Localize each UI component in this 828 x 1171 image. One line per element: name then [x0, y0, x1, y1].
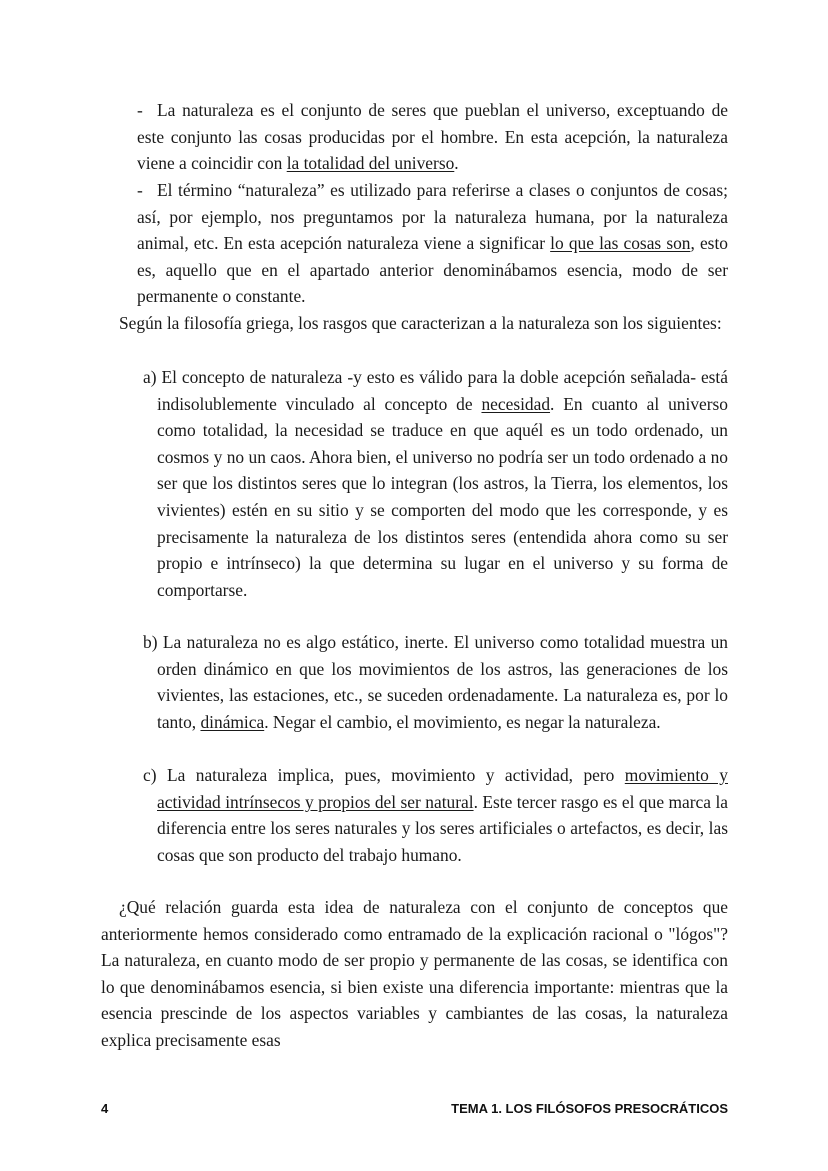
- underlined-term: la totalidad del universo: [286, 153, 455, 174]
- page-number: 4: [101, 1101, 109, 1116]
- bullet-marker: -: [137, 100, 143, 120]
- list-marker: b): [143, 632, 158, 652]
- closing-paragraph: ¿Qué relación guarda esta idea de naturaleza con el conjunto de conceptos que anteriormente hemos considerado como entramado de la explicación racional o "lógos"? La naturaleza, en cuanto modo de ser propio y permanente de las cosas, se identifica con lo que denominábamos esencia, si bien existe una diferencia importante: mientras que la esencia prescinde de los aspectos variables y cambiantes de las cosas, la naturaleza explica precisamente esas: [101, 897, 728, 1050]
- intro-paragraph: Según la filosofía griega, los rasgos que caracterizan a la naturaleza son los siguientes:: [119, 313, 722, 333]
- underlined-term: movimiento y actividad intrínsecos y propios del ser natural: [157, 765, 728, 812]
- chapter-title: TEMA 1. LOS FILÓSOFOS PRESOCRÁTICOS: [451, 1101, 728, 1116]
- bullet-text-end: .: [454, 153, 459, 174]
- list-text: La naturaleza no es algo estático, inerte. El universo como totalidad muestra un orden dinámico en que los movimientos de los astros, las generaciones de los vivientes, las estaciones, etc., se suceden ordenadamente. La naturaleza es, por lo tanto,: [157, 632, 728, 732]
- list-text-end: . Negar el cambio, el movimiento, es negar la naturaleza.: [264, 711, 661, 732]
- list-text-end: . Este tercer rasgo es el que marca la diferencia entre los seres naturales y los seres artificiales o artefactos, es decir, las cosas que son producto del trabajo humano.: [157, 791, 728, 865]
- list-marker: c): [143, 765, 157, 785]
- underlined-term: lo que las cosas son: [550, 233, 691, 254]
- list-item-c: [143, 762, 728, 868]
- bullet-text-end: , esto es, aquello que en el apartado anterior denominábamos esencia, modo de ser permanente o constante.: [137, 233, 728, 307]
- list-text-end: . En cuanto al universo como totalidad, la necesidad se traduce en que aquél es un todo ordenado, un cosmos y no un caos. Ahora bien, el universo no podría ser un todo ordenado a no ser que los distintos seres que lo integran (los astros, la Tierra, los elementos, los vivientes) estén en su sitio y se comporten del modo que les corresponde, y es precisamente la naturaleza de los distintos seres (entendida ahora como su ser propio e intrínseco) la que determina su lugar en el universo y su forma de comportarse.: [157, 393, 728, 600]
- bullet-item: [137, 177, 728, 310]
- underlined-term: dinámica: [200, 711, 265, 732]
- bullet-item: [137, 97, 728, 177]
- list-text: La naturaleza implica, pues, movimiento y actividad, pero: [166, 765, 625, 785]
- bullet-marker: -: [137, 180, 143, 200]
- list-item-b: [143, 629, 728, 735]
- list-item-a: [143, 364, 728, 603]
- list-text: El concepto de naturaleza -y esto es válido para la doble acepción señalada- está indisolublemente vinculado al concepto de: [157, 367, 728, 414]
- bullet-text: El término “naturaleza” es utilizado para referirse a clases o conjuntos de cosas; así, por ejemplo, nos preguntamos por la naturaleza humana, por la naturaleza animal, etc. En esta acepción naturaleza viene a significar: [137, 180, 728, 254]
- bullet-text: La naturaleza es el conjunto de seres que pueblan el universo, exceptuando de este conjunto las cosas producidas por el hombre. En esta acepción, la naturaleza viene a coincidir con: [137, 100, 728, 174]
- list-marker: a): [143, 367, 157, 387]
- underlined-term: necesidad: [481, 393, 551, 414]
